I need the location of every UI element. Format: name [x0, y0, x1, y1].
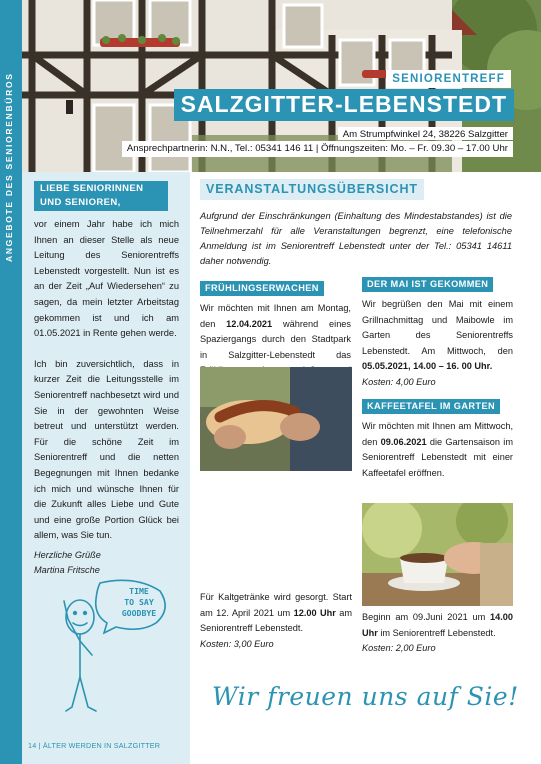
bratwurst-photo — [200, 367, 352, 471]
bubble-line-3: GOODBYE — [121, 608, 157, 618]
signature-name: Martina Fritsche — [34, 564, 100, 575]
coffee-text-a: Wir möchten mit Ihnen am Mittwoch, den — [362, 421, 513, 447]
greeting-text — [34, 217, 179, 559]
coffee-begin-a: Beginn am 09.Juni 2021 um — [362, 612, 486, 622]
may-cost: Kosten: 4,00 Euro — [362, 376, 436, 387]
greeting-paragraph-1: vor einem Jahr habe ich mich Ihnen an dieser Stelle als neue Leitung des Seniorentreffs Lebenstedt vorgestellt. Nun ist es an der Zeit „Auf Wiedersehen“ zu sagen, da mein letzter Arbeitstag gekommen ist und ich am 01.05.2021 in Rente gehen werde. — [34, 219, 179, 339]
contact-line: Ansprechpartnerin: N.N., Tel.: 05341 146 11 | Öffnungszeiten: Mo. – Fr. 09.30 – 17.00 Uhr — [122, 141, 513, 157]
greeting-paragraph-2: Ich bin zuversichtlich, dass in kurzer Zeit die Leitungsstelle im Seniorentreff nachbesetzt wird und Sie in der gewohnten Weise betreut und unterstützt werden. Für die schöne Zeit im Seniorentreff und die netten Begegnungen mit Ihnen bedanke ich mich und wünsche Ihnen für die Zukunft alles Liebe und Gute und eine große Portion Glück bei allem, was Sie tun. — [34, 358, 179, 541]
may-label: DER MAI IST GEKOMMEN — [362, 277, 493, 292]
greeting-label-line2: UND SENIOREN, — [40, 197, 121, 208]
bubble-line-2: TO SAY — [124, 597, 154, 607]
coffee-begin — [362, 610, 513, 657]
may-datetime: 05.05.2021, 14.00 – 16. 00 Uhr. — [362, 361, 493, 372]
spring-text-a: Wir möchten mit Ihnen am Montag, den — [200, 303, 351, 329]
coffee-label: KAFFEETAFEL IM GARTEN — [362, 399, 500, 414]
hero-kicker: SENIORENTREFF — [386, 70, 511, 88]
greeting-label — [34, 181, 168, 211]
coffee-cup-image — [362, 503, 513, 606]
coffee-text — [362, 419, 513, 481]
spring-time: 12.00 Uhr — [293, 607, 336, 618]
address-line: Am Strumpfwinkel 24, 38226 Salzgitter — [338, 127, 513, 140]
speech-bubble-text — [108, 586, 170, 619]
page-title: SALZGITTER-LEBENSTEDT — [174, 89, 514, 121]
sidebar-strip — [0, 0, 22, 764]
coffee-photo — [362, 503, 513, 606]
bratwurst-image — [200, 367, 352, 471]
spring-cost: Kosten: 3,00 Euro — [200, 638, 274, 649]
closing-script: Wir freuen uns auf Sie! — [212, 682, 519, 711]
events-heading: VERANSTALTUNGSÜBERSICHT — [200, 179, 424, 200]
spring-drinks-a: Für Kaltgetränke wird gesorgt. Start am 12. April 2021 um — [200, 592, 352, 618]
closing-line: Herzliche Grüße — [34, 550, 101, 560]
page-footer: 14 | ÄLTER WERDEN IN SALZGITTER — [28, 741, 161, 750]
coffee-begin-b: im Seniorentreff Lebenstedt. — [380, 627, 496, 638]
coffee-cost: Kosten: 2,00 Euro — [362, 643, 436, 654]
greeting-label-line1: LIEBE SENIORINNEN — [40, 183, 144, 194]
coffee-time: 14.00 Uhr — [362, 612, 513, 638]
spring-label: FRÜHLINGSERWACHEN — [200, 281, 324, 296]
coffee-text-b: die Gartensaison im Seniorentreff Lebenstedt mit einer Kaffeetafel eröffnen. — [362, 436, 513, 478]
spring-drinks — [200, 590, 352, 652]
bubble-line-1: TIME — [129, 586, 149, 596]
greeting-panel — [22, 172, 190, 764]
spring-date: 12.04.2021 — [226, 318, 273, 329]
coffee-date: 09.06.2021 — [380, 436, 427, 447]
section-title: ANGEBOTE DES SENIORENBÜROS — [4, 72, 14, 262]
may-text-a: Wir begrüßen den Mai mit einem Grillnachmittag und Maibowle im Garten des Seniorentreffs Lebenstedt. Am Mittwoch, den — [362, 299, 513, 356]
spring-text-b: während eines Spaziergangs durch den Stadtpark in Salzgitter-Lebenstedt das — [200, 318, 352, 360]
may-text — [362, 297, 513, 391]
spring-drinks-b: am Seniorentreff Lebenstedt. — [200, 607, 352, 634]
regards-block — [34, 548, 101, 577]
events-intro: Aufgrund der Einschränkungen (Einhaltung des Mindestabstandes) ist die Teilnehmerzahl für alle Veranstaltungen begrenzt, eine telefonische Anmeldung ist im Seniorentreff Lebenstedt unter der Tel.: 05341 14611 daher notwendig. — [200, 211, 512, 266]
header-photo — [22, 0, 541, 172]
